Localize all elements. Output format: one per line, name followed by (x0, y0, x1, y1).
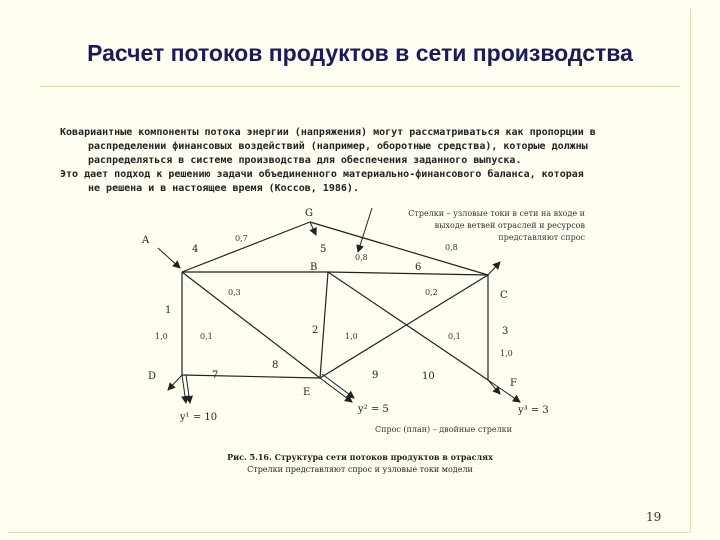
coef-0-3: 0,3 (228, 288, 241, 297)
coef-0-8-right: 0,8 (445, 243, 458, 252)
edge-b-f (328, 272, 488, 380)
slide-title: Расчет потоков продуктов в сети производства (87, 40, 633, 66)
edge-a-e (182, 272, 320, 378)
paragraph-2-first-line: Это дает подход к решению задачи объединенного материально-финансового баланса, которая (60, 169, 584, 180)
output-arrow-c (488, 262, 500, 275)
coef-1-0-b: 1,0 (345, 332, 358, 341)
edge-number-9: 9 (372, 370, 379, 381)
edge-number-10: 10 (422, 371, 435, 382)
arrows-note-line-2: выходе ветвей отраслей и ресурсов (434, 221, 585, 230)
figure-caption-title: Рис. 5.16. Структура сети потоков продуктов в отраслях (227, 452, 493, 462)
paragraph-2-line-2: не решена и в настоящее время (Коссов, 1986). (88, 183, 359, 194)
page-number: 19 (646, 510, 662, 524)
node-e: E (303, 387, 311, 398)
coef-1-0-a: 1,0 (155, 332, 168, 341)
demand-arrow-y2-a (320, 378, 352, 402)
edge-number-6: 6 (415, 262, 422, 273)
edge-b-right (328, 272, 488, 275)
edge-number-1: 1 (165, 305, 172, 316)
paragraph-1-line-3: распределяться в системе производства для обеспечения заданного выпуска. (88, 155, 522, 166)
node-f: F (510, 378, 517, 389)
node-c: C (500, 290, 508, 301)
demand-y1: y¹ = 10 (180, 412, 218, 423)
arrows-note-line-1: Стрелки – узловые токи в сети на входе и (408, 209, 585, 218)
demand-arrow-y2-b (322, 374, 354, 398)
demand-arrow-y1-a (182, 375, 186, 403)
edge-number-7: 7 (212, 370, 219, 381)
coef-1-0-c: 1,0 (500, 349, 513, 358)
input-arrow-a (158, 248, 180, 268)
demand-y3: y³ = 3 (518, 405, 549, 416)
coef-0-7: 0,7 (235, 234, 248, 243)
edge-number-2: 2 (312, 325, 319, 336)
edge-number-8: 8 (272, 360, 279, 371)
arrows-note-line-3: представляют спрос (498, 233, 585, 242)
demand-arrow-y1-b (186, 375, 190, 403)
output-arrow-d (168, 375, 182, 390)
edge-d-e (182, 375, 320, 378)
node-b: B (310, 262, 318, 273)
coef-0-1-b: 0,1 (448, 332, 461, 341)
coef-0-1-a: 0,1 (200, 332, 213, 341)
edge-b-e (320, 272, 328, 378)
input-arrow-6 (358, 208, 372, 252)
coef-0-8-left: 0,8 (355, 253, 368, 262)
edge-number-5: 5 (320, 244, 327, 255)
coef-0-2: 0,2 (425, 288, 438, 297)
paragraph-1-first-line: Ковариантные компоненты потока энергии (напряжения) могут рассматриваться как пропорции в (60, 127, 596, 138)
figure-caption-subtitle: Стрелки представляют спрос и узловые токи модели (247, 465, 473, 474)
node-g: G (305, 208, 313, 219)
demand-note: Спрос (план) – двойные стрелки (375, 425, 512, 434)
edge-g-b (182, 222, 310, 272)
node-d: D (148, 371, 157, 382)
paragraph-1-line-2: распределении финансовых воздействий (например, оборотные средства), которые должны (88, 141, 588, 152)
edge-number-4: 4 (192, 244, 199, 255)
node-a: A (142, 235, 150, 246)
demand-y2: y² = 5 (358, 404, 389, 415)
edge-number-3: 3 (502, 326, 509, 337)
